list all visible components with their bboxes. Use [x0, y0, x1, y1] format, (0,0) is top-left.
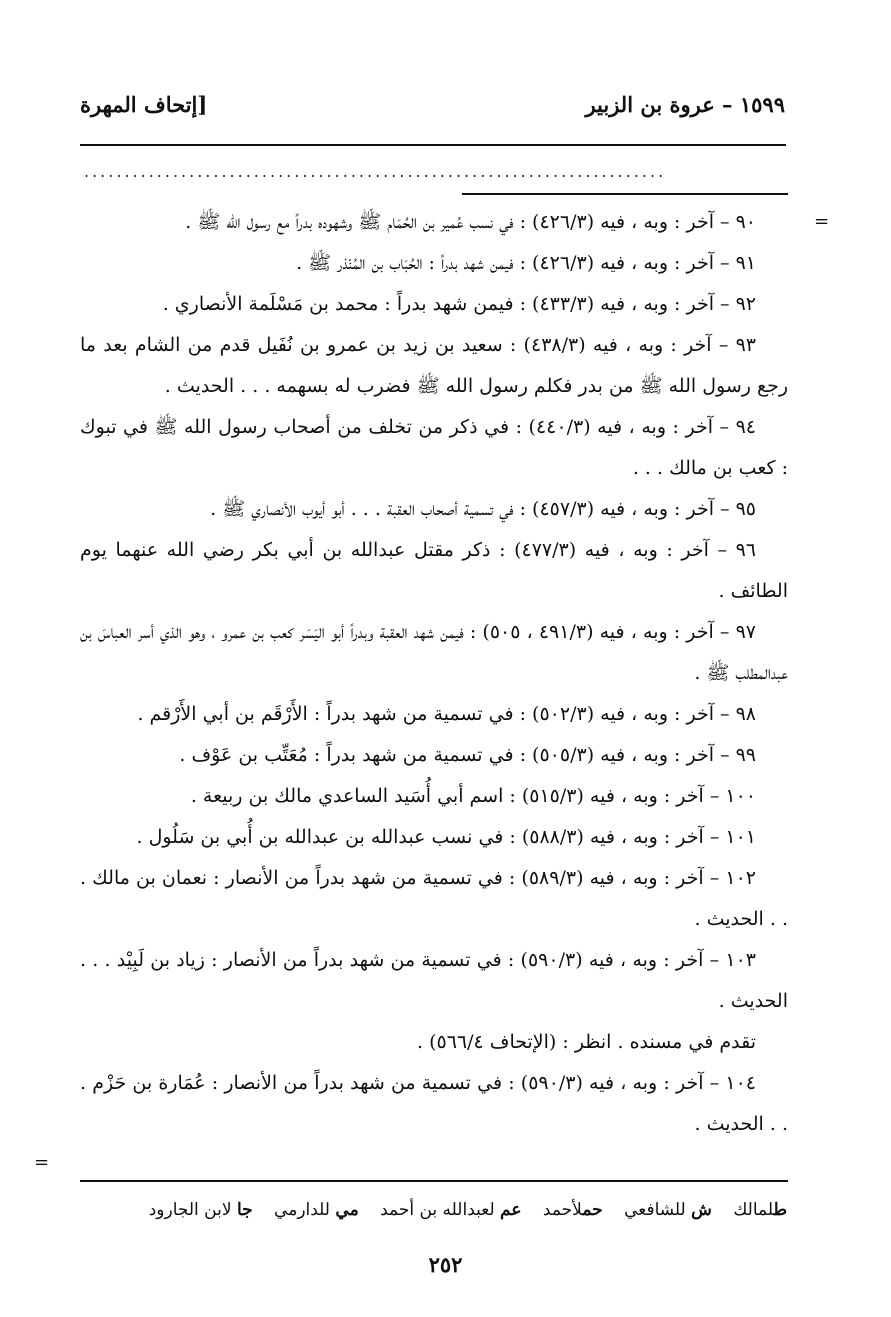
entry-99: ٩٩ – آخر : وبه ، فيه (٥٠٥/٣) : في تسمية من شهد بدراً : مُعَتِّب بن عَوْف . — [179, 744, 756, 766]
entry-95: ٩٥ – آخر : وبه ، فيه (٤٥٧/٣) : في تسمية أصحاب العقبة . . . أبو أيوب الأنصاري ﷺ . — [210, 498, 756, 520]
entry-98: ٩٨ – آخر : وبه ، فيه (٥٠٢/٣) : في تسمية من شهد بدراً : الأَرْقَم بن أبي الأَرْقم . — [137, 703, 756, 725]
entry-94: ٩٤ – آخر : وبه ، فيه (٤٤٠/٣) : في ذكر من تخلف من أصحاب رسول الله ﷺ في تبوك : كعب بن مالك . . . — [80, 416, 788, 479]
entry-104: ١٠٤ – آخر : وبه ، فيه (٥٩٠/٣) : في تسمية من شهد بدراً من الأنصار : عُمَارة بن حَزْم . . . الحديث . — [80, 1072, 788, 1135]
entry-103: ١٠٣ – آخر : وبه ، فيه (٥٩٠/٣) : في تسمية من شهد بدراً من الأنصار : زياد بن لَبِيْد . . . الحديث . — [80, 949, 788, 1012]
entry-100: ١٠٠ – آخر : وبه ، فيه (٥١٥/٣) : اسم أبي أُسَيد الساعدي مالك بن ربيعة . — [190, 785, 756, 807]
cross-reference-note: تقدم في مسنده . انظر : (الإتحاف ٥٦٦/٤) . — [417, 1031, 756, 1053]
abbr-item: طلمالك — [733, 1200, 787, 1220]
abbr-item: مي للدارمي — [274, 1200, 359, 1220]
entry-90: ٩٠ – آخر : وبه ، فيه (٤٢٦/٣) : في نسب عُمير بن الحُمَام ﷺ وشهوده بدراً مع رسول الله ﷺ . — [185, 211, 756, 233]
entry-101: ١٠١ – آخر : وبه ، فيه (٥٨٨/٣) : في نسب عبدالله بن عبدالله بن أُبي بن سَلُول . — [136, 826, 756, 848]
margin-mark: = — [814, 211, 830, 232]
entries-list — [80, 202, 788, 1145]
entry-96: ٩٦ – آخر : وبه ، فيه (٤٧٧/٣) : ذكر مقتل عبدالله بن أبي بكر رضي الله عنهما يوم الطائف . — [80, 539, 788, 602]
abbr-item: جا لابن الجارود — [148, 1200, 253, 1220]
entry-102: ١٠٢ – آخر : وبه ، فيه (٥٨٩/٣) : في تسمية من شهد بدراً من الأنصار : نعمان بن مالك . . . الحديث . — [80, 867, 788, 930]
book-title: [إتحاف المهرة — [80, 92, 208, 117]
section-title: ١٥٩٩ – عروة بن الزبير — [585, 92, 785, 117]
abbreviations-key — [80, 1200, 787, 1220]
abbr-item: ش للشافعي — [624, 1200, 712, 1220]
omission-dots: ........................................................................ — [84, 162, 667, 181]
entry-92: ٩٢ – آخر : وبه ، فيه (٤٣٣/٣) : فيمن شهد بدراً : محمد بن مَسْلَمة الأنصاري . — [162, 293, 756, 315]
abbr-item: حملأحمد — [542, 1200, 603, 1220]
footer-rule — [80, 1180, 788, 1182]
entry-97: ٩٧ – آخر : وبه ، فيه (٤٩١/٣ ، ٥٠٥) : فيمن شهد العقبة وبدراً أبو اليَسَر كعب بن عمرو ، وهو الذي أسر العباسَ بن عبدالمطلب ﷺ . — [80, 621, 788, 684]
entry-93: ٩٣ – آخر : وبه ، فيه (٤٣٨/٣) : سعيد بن زيد بن عمرو بن نُفَيل قدم من الشام بعد ما رجع رسول الله ﷺ من بدر فكلم رسول الله ﷺ فضرب له بسهمه . . . الحديث . — [80, 334, 788, 397]
page-number: ٢٥٢ — [428, 1252, 463, 1277]
abbr-item: عم لعبدالله بن أحمد — [380, 1200, 522, 1220]
entry-91: ٩١ – آخر : وبه ، فيه (٤٢٦/٣) : فيمن شهد بدراً : الحُبَاب بن المُنْذر ﷺ . — [296, 252, 756, 274]
header-rule — [80, 144, 786, 146]
section-rule — [462, 193, 788, 195]
margin-mark: = — [34, 1152, 50, 1173]
